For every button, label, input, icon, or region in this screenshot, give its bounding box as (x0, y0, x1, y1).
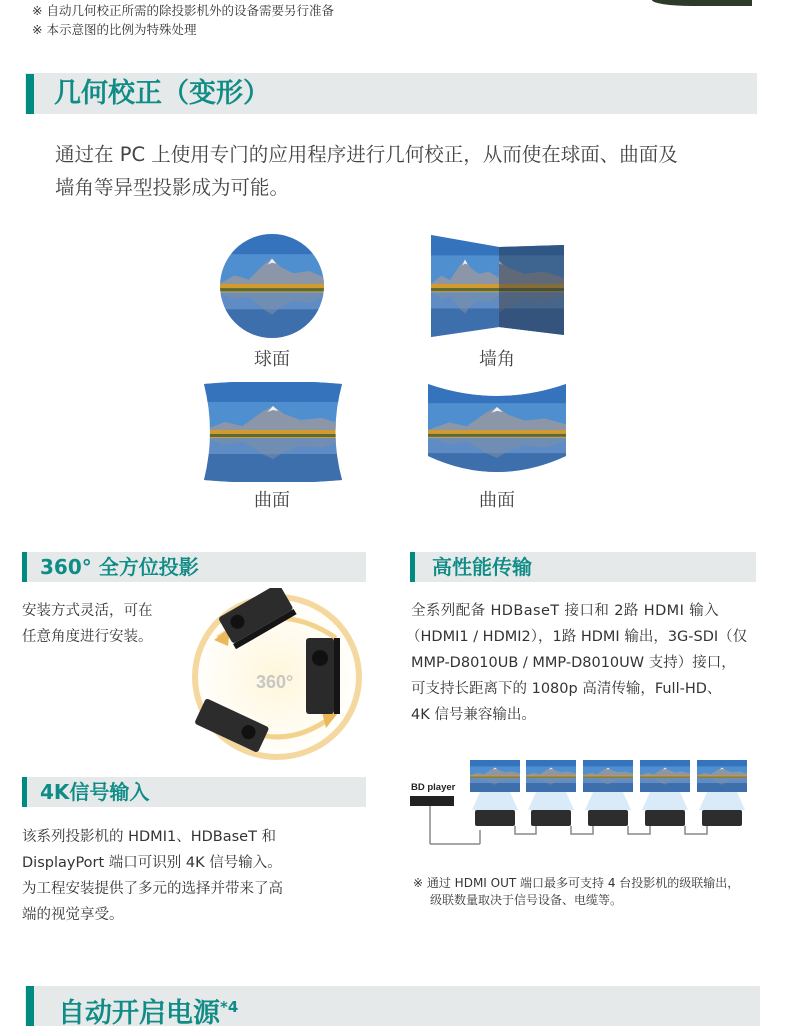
geometric-desc-1: 通过在 PC 上使用专门的应用程序进行几何校正，从而使在球面、曲面及 (55, 143, 678, 166)
curved-projection-image-1 (204, 382, 342, 482)
fourk-line-3: 为工程安装提供了多元的选择并带来了高 (22, 881, 283, 897)
badge-360: 360° (256, 672, 294, 692)
geometric-title: 几何校正（变形） (54, 78, 270, 109)
caption-sphere: 球面 (254, 349, 290, 370)
fourk-line-2: DisplayPort 端口可识别 4K 信号输入。 (22, 855, 282, 871)
transmission-line-1: 全系列配备 HDBaseT 接口和 2路 HDMI 输入 (411, 603, 720, 619)
transmission-line-3: MMP-D8010UB / MMP-D8010UW 支持）接口， (411, 655, 736, 671)
install-desc-2: 任意角度进行安装。 (22, 629, 153, 645)
autopower-sup: *4 (220, 998, 239, 1016)
transmission-accent (410, 552, 415, 582)
caption-curved-2: 曲面 (479, 490, 515, 511)
transmission-footnote-1: ※ 通过 HDMI OUT 端口最多可支持 4 台投影机的级联输出， (413, 876, 740, 890)
fourk-title: 4K信号输入 (40, 780, 150, 804)
caption-corner: 墙角 (479, 349, 515, 370)
curved-projection-image-2 (428, 384, 566, 480)
corner-projection-image (431, 235, 564, 337)
install-accent (22, 552, 27, 582)
top-note-1: ※ 自动几何校正所需的除投影机外的设备需要另行准备 (32, 3, 334, 18)
section-accent (26, 74, 34, 114)
projector-360-illustration (188, 588, 366, 766)
transmission-line-4: 可支持长距离下的 1080p 高清传输，Full-HD、 (411, 681, 722, 697)
top-corner-graphic (652, 0, 752, 6)
install-desc-1: 安装方式灵活，可在 (22, 603, 153, 619)
autopower-title-text: 自动开启电源 (58, 998, 220, 1029)
autopower-accent (26, 986, 34, 1026)
transmission-title: 高性能传输 (432, 555, 532, 579)
fourk-accent (22, 777, 27, 807)
transmission-line-2: （HDMI1 / HDMI2），1路 HDMI 输出，3G-SDI（仅 (406, 629, 748, 645)
transmission-line-5: 4K 信号兼容输出。 (411, 707, 536, 723)
transmission-footnote-2: 级联数量取决于信号设备、电缆等。 (430, 893, 623, 907)
fourk-line-4: 端的视觉享受。 (22, 907, 124, 923)
caption-curved-1: 曲面 (254, 490, 290, 511)
geometric-desc-2: 墙角等异型投影成为可能。 (55, 176, 290, 199)
daisy-chain-diagram (400, 758, 760, 853)
sphere-projection-image (219, 233, 325, 339)
bd-player-label: BD player (411, 782, 456, 793)
autopower-title (58, 990, 238, 1031)
top-note-2: ※ 本示意图的比例为特殊处理 (32, 22, 197, 37)
fourk-line-1: 该系列投影机的 HDMI1、HDBaseT 和 (22, 829, 277, 845)
install-title: 360° 全方位投影 (40, 555, 199, 579)
